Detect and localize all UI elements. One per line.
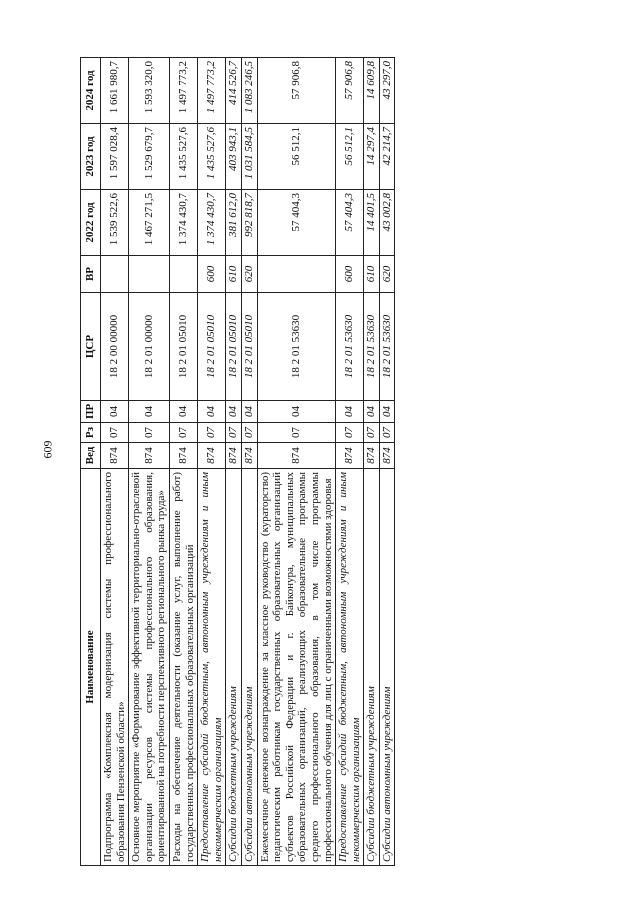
row-rz: 07 bbox=[198, 423, 226, 443]
row-pr: 04 bbox=[129, 401, 170, 423]
header-pr: ПР bbox=[81, 401, 101, 423]
row-vr: 600 bbox=[336, 256, 364, 293]
row-2023: 14 297,4 bbox=[364, 124, 380, 190]
row-csr: 18 2 01 53630 bbox=[379, 293, 395, 401]
row-2023: 56 512,1 bbox=[336, 124, 364, 190]
row-csr: 18 2 01 00000 bbox=[129, 293, 170, 401]
header-name: Наименование bbox=[81, 469, 101, 866]
row-2022: 381 612,0 bbox=[226, 190, 242, 256]
table-row bbox=[129, 58, 170, 866]
row-2022: 1 374 430,7 bbox=[169, 190, 197, 256]
row-2022: 992 818,7 bbox=[241, 190, 257, 256]
row-name: Субсидии автономным учреждениям bbox=[379, 469, 395, 866]
row-rz: 07 bbox=[379, 423, 395, 443]
row-ved: 874 bbox=[129, 443, 170, 469]
row-ved: 874 bbox=[226, 443, 242, 469]
table-row bbox=[101, 58, 129, 866]
row-pr: 04 bbox=[241, 401, 257, 423]
row-vr bbox=[257, 256, 336, 293]
row-2024: 1 497 773,2 bbox=[198, 58, 226, 124]
row-2022: 1 467 271,5 bbox=[129, 190, 170, 256]
row-ved: 874 bbox=[364, 443, 380, 469]
row-pr: 04 bbox=[364, 401, 380, 423]
row-csr: 18 2 01 05010 bbox=[169, 293, 197, 401]
row-ved: 874 bbox=[198, 443, 226, 469]
table-row bbox=[336, 58, 364, 866]
row-vr: 600 bbox=[198, 256, 226, 293]
row-ved: 874 bbox=[241, 443, 257, 469]
row-2022: 1 374 430,7 bbox=[198, 190, 226, 256]
row-csr: 18 2 01 53630 bbox=[257, 293, 336, 401]
row-pr: 04 bbox=[169, 401, 197, 423]
row-2023: 42 214,7 bbox=[379, 124, 395, 190]
table-frame bbox=[80, 57, 498, 866]
row-csr: 18 2 01 53630 bbox=[364, 293, 380, 401]
row-ved: 874 bbox=[379, 443, 395, 469]
row-pr: 04 bbox=[379, 401, 395, 423]
row-rz: 07 bbox=[257, 423, 336, 443]
row-vr: 620 bbox=[241, 256, 257, 293]
row-csr: 18 2 00 00000 bbox=[101, 293, 129, 401]
row-rz: 07 bbox=[364, 423, 380, 443]
row-2023: 1 435 527,6 bbox=[198, 124, 226, 190]
row-ved: 874 bbox=[257, 443, 336, 469]
row-name: Субсидии бюджетным учреждениям bbox=[226, 469, 242, 866]
row-rz: 07 bbox=[169, 423, 197, 443]
budget-table bbox=[80, 57, 395, 866]
row-vr: 610 bbox=[226, 256, 242, 293]
row-2024: 14 609,8 bbox=[364, 58, 380, 124]
row-2023: 1 597 028,4 bbox=[101, 124, 129, 190]
header-rz: Рз bbox=[81, 423, 101, 443]
row-rz: 07 bbox=[336, 423, 364, 443]
row-2024: 1 593 320,0 bbox=[129, 58, 170, 124]
row-rz: 07 bbox=[101, 423, 129, 443]
row-csr: 18 2 01 05010 bbox=[241, 293, 257, 401]
row-2024: 1 497 773,2 bbox=[169, 58, 197, 124]
row-pr: 04 bbox=[101, 401, 129, 423]
row-vr bbox=[169, 256, 197, 293]
row-2022: 14 401,5 bbox=[364, 190, 380, 256]
row-2023: 56 512,1 bbox=[257, 124, 336, 190]
row-2024: 43 297,0 bbox=[379, 58, 395, 124]
row-csr: 18 2 01 05010 bbox=[198, 293, 226, 401]
row-name: Расходы на обеспечение деятельности (оказание услуг, выполнение работ) государственных профессиональных образовательных организаций bbox=[169, 469, 197, 866]
row-2024: 57 906,8 bbox=[257, 58, 336, 124]
row-2024: 1 083 246,5 bbox=[241, 58, 257, 124]
row-rz: 07 bbox=[129, 423, 170, 443]
row-ved: 874 bbox=[101, 443, 129, 469]
header-ved: Вед bbox=[81, 443, 101, 469]
table-row bbox=[379, 58, 395, 866]
row-name: Субсидии автономным учреждениям bbox=[241, 469, 257, 866]
row-2022: 1 539 522,6 bbox=[101, 190, 129, 256]
row-rz: 07 bbox=[241, 423, 257, 443]
header-csr: ЦСР bbox=[81, 293, 101, 401]
header-2023: 2023 год bbox=[81, 124, 101, 190]
row-pr: 04 bbox=[336, 401, 364, 423]
row-pr: 04 bbox=[198, 401, 226, 423]
header-2022: 2022 год bbox=[81, 190, 101, 256]
row-csr: 18 2 01 05010 bbox=[226, 293, 242, 401]
row-ved: 874 bbox=[169, 443, 197, 469]
header-vr: ВР bbox=[81, 256, 101, 293]
row-name: Предоставление субсидий бюджетным, автономным учреждениям и иным некоммерческим организациям bbox=[198, 469, 226, 866]
row-rz: 07 bbox=[226, 423, 242, 443]
table-row bbox=[198, 58, 226, 866]
row-pr: 04 bbox=[226, 401, 242, 423]
row-2022: 57 404,3 bbox=[257, 190, 336, 256]
row-name: Субсидии бюджетным учреждениям bbox=[364, 469, 380, 866]
row-2024: 57 906,8 bbox=[336, 58, 364, 124]
header-2024: 2024 год bbox=[81, 58, 101, 124]
header-row bbox=[81, 58, 101, 866]
row-2023: 1 435 527,6 bbox=[169, 124, 197, 190]
row-vr: 610 bbox=[364, 256, 380, 293]
row-2022: 43 002,8 bbox=[379, 190, 395, 256]
row-2022: 57 404,3 bbox=[336, 190, 364, 256]
table-row bbox=[257, 58, 336, 866]
row-2023: 1 031 584,5 bbox=[241, 124, 257, 190]
row-csr: 18 2 01 53630 bbox=[336, 293, 364, 401]
table-row bbox=[169, 58, 197, 866]
row-name: Основное мероприятие «Формирование эффективной территориально-отраслевой организации ресурсов системы профессионального образования, ориентированной на потребности перспективного регионального рынка труда» bbox=[129, 469, 170, 866]
page-number: 609 bbox=[40, 440, 55, 459]
row-2023: 403 943,1 bbox=[226, 124, 242, 190]
row-vr bbox=[101, 256, 129, 293]
table-row bbox=[241, 58, 257, 866]
row-vr bbox=[129, 256, 170, 293]
row-ved: 874 bbox=[336, 443, 364, 469]
row-name: Ежемесячное денежное вознаграждение за классное руководство (кураторство) педагогическим работникам государственных образовательных организаций субъектов Российской Федерации и г. Байконура, муниципальных образовательных организаций, реализующих образовательные программы среднего профессионального образования, в том числе программы профессионального обучения для лиц с ограниченными возможностями здоровья bbox=[257, 469, 336, 866]
row-2023: 1 529 679,7 bbox=[129, 124, 170, 190]
row-pr: 04 bbox=[257, 401, 336, 423]
table-row bbox=[226, 58, 242, 866]
table-row bbox=[364, 58, 380, 866]
row-vr: 620 bbox=[379, 256, 395, 293]
row-2024: 1 661 980,7 bbox=[101, 58, 129, 124]
row-2024: 414 526,7 bbox=[226, 58, 242, 124]
row-name: Предоставление субсидий бюджетным, автономным учреждениям и иным некоммерческим организациям bbox=[336, 469, 364, 866]
row-name: Подпрограмма «Комплексная модернизация системы профессионального образования Пензенской области» bbox=[101, 469, 129, 866]
